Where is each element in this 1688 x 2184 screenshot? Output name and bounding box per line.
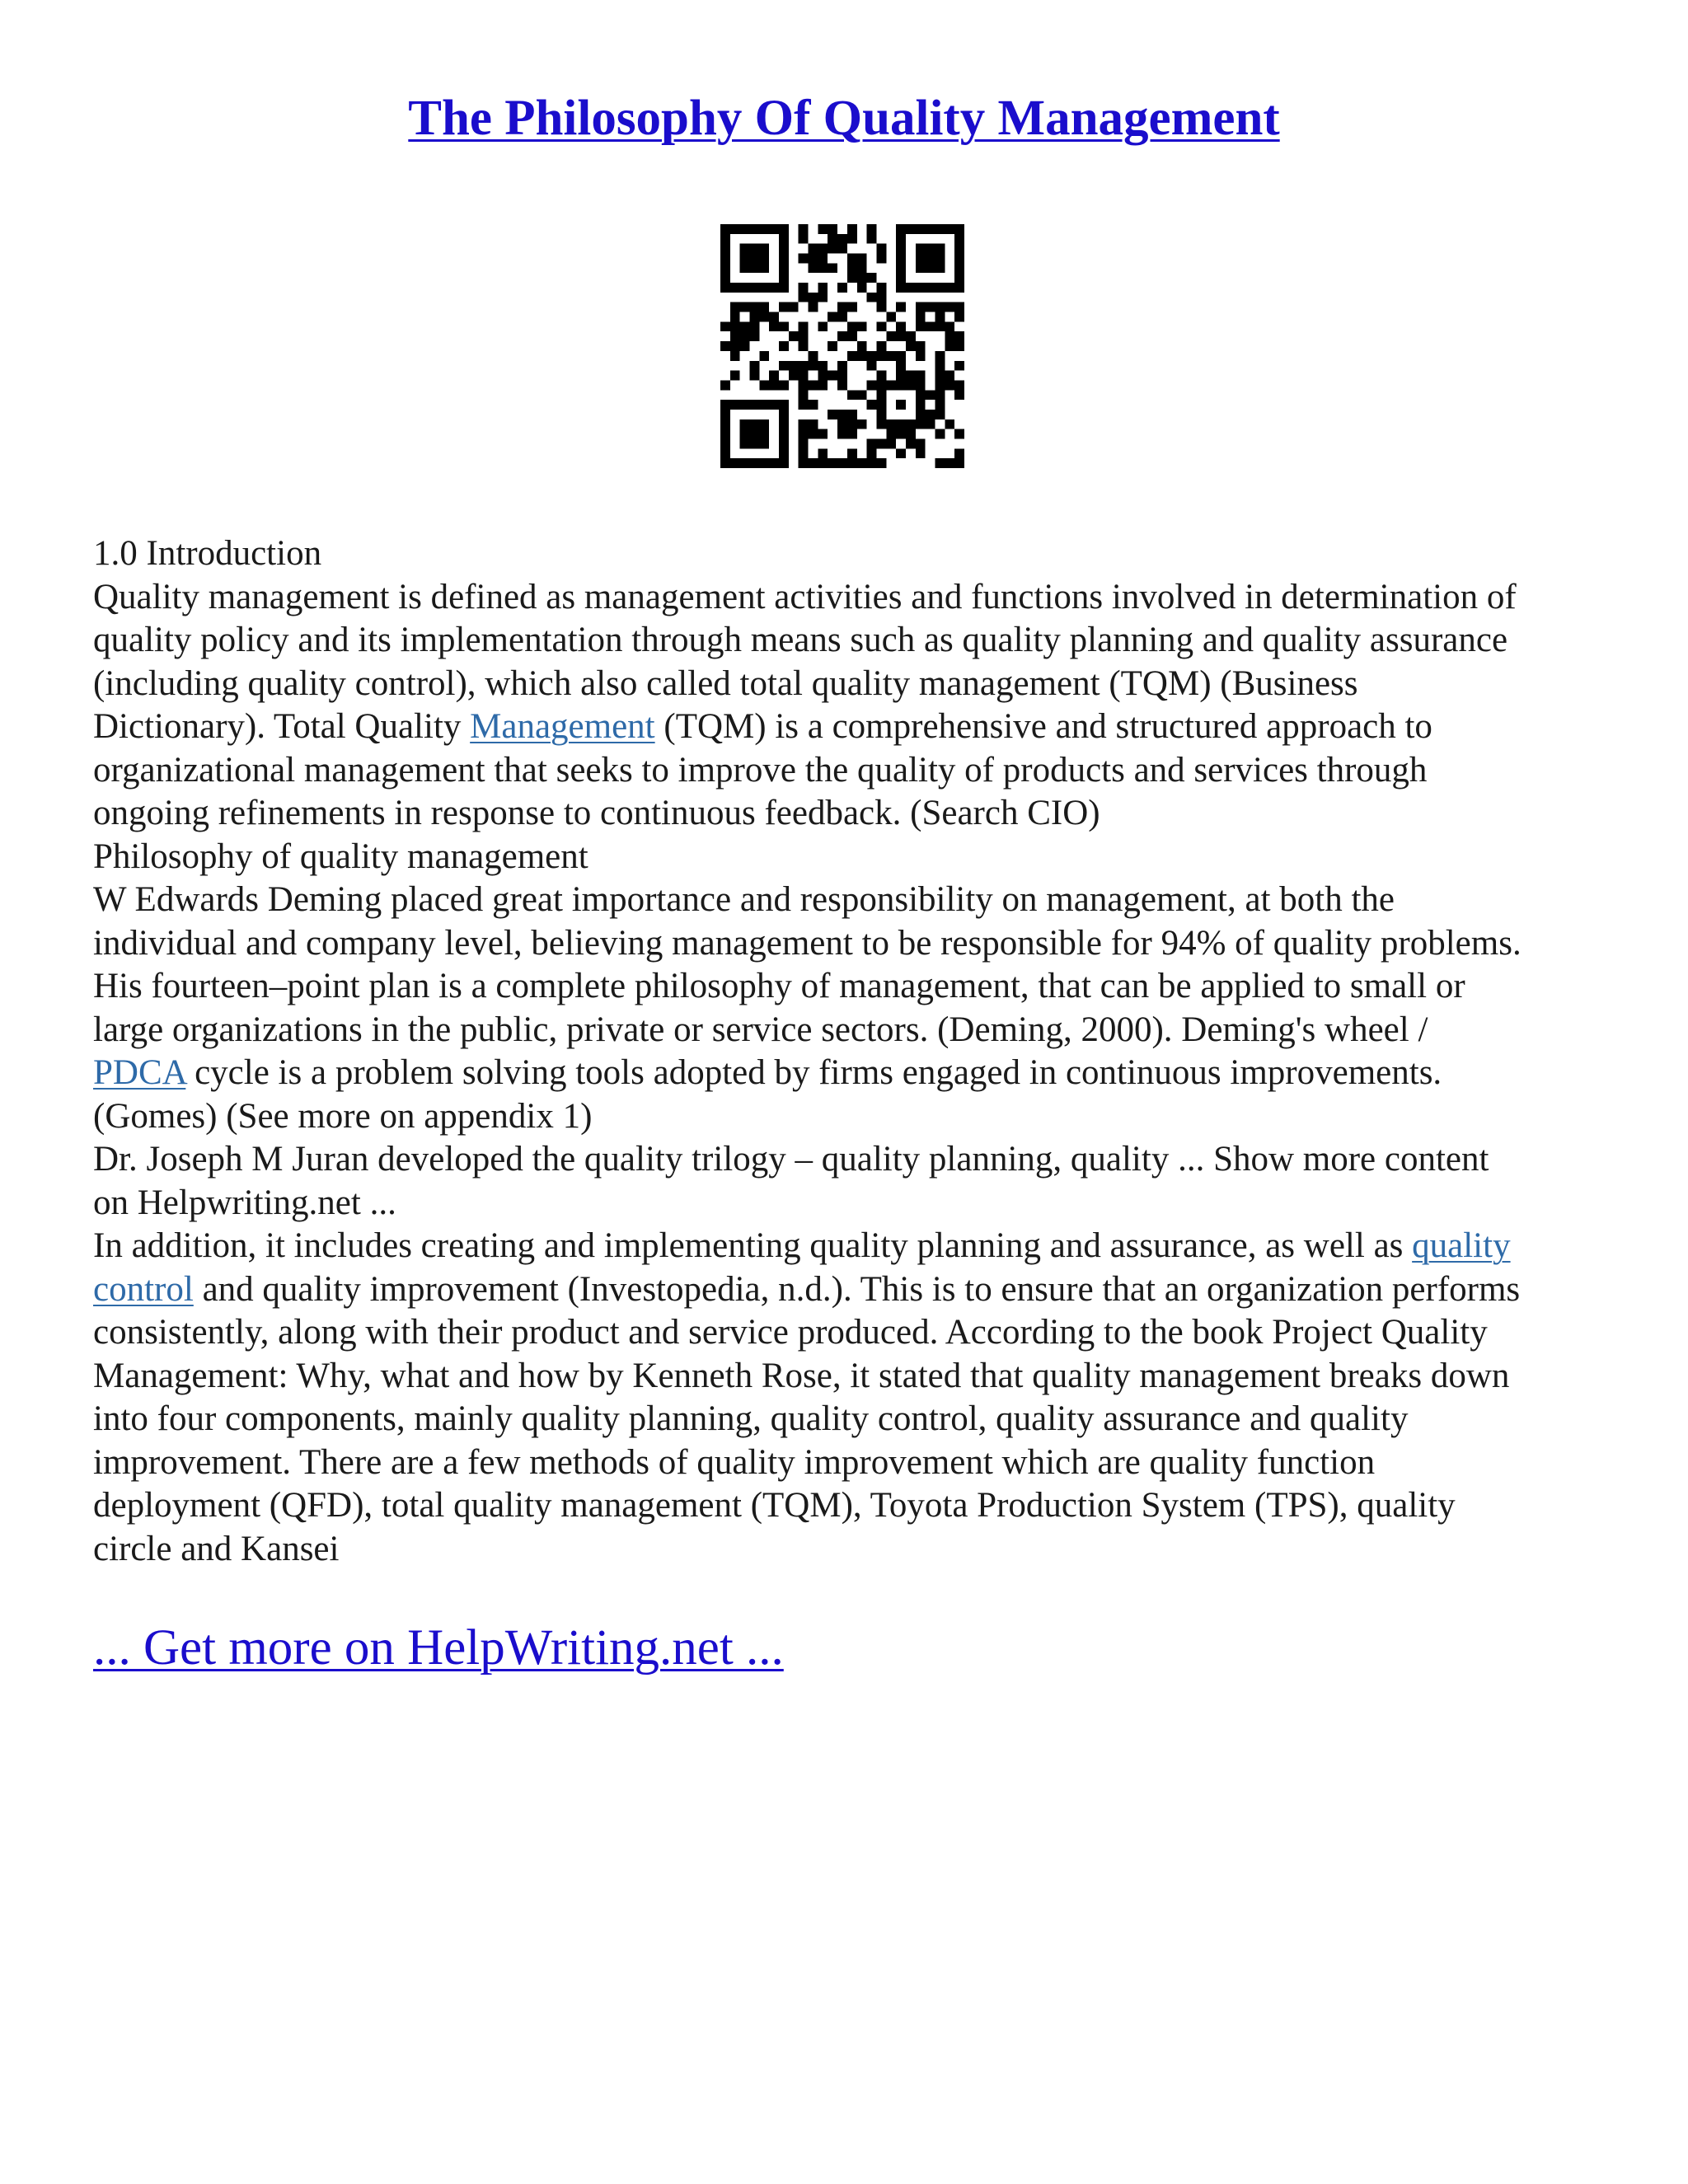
text-segment: W Edwards Deming placed great importance and responsibility on management, at both the [93, 880, 1395, 919]
text-line [93, 1311, 1601, 1355]
article-body [93, 532, 1601, 1571]
text-segment: His fourteen–point plan is a complete philosophy of management, that can be applied to small or [93, 967, 1465, 1005]
text-line [93, 1009, 1601, 1052]
text-line [93, 619, 1601, 663]
text-line [93, 663, 1601, 706]
text-segment: consistently, along with their product and service produced. According to the book Project Quality [93, 1313, 1488, 1352]
text-segment: deployment (QFD), total quality management (TQM), Toyota Production System (TPS), quality [93, 1486, 1456, 1525]
qr-code [720, 224, 964, 468]
text-segment: individual and company level, believing management to be responsible for 94% of quality problems. [93, 923, 1522, 963]
text-segment: organizational management that seeks to improve the quality of products and services through [93, 750, 1428, 790]
text-line [93, 1182, 1601, 1226]
text-line [93, 1484, 1601, 1528]
text-segment: circle and Kansei [93, 1529, 340, 1568]
text-segment: Quality management is defined as management activities and functions involved in determination of [93, 577, 1517, 616]
text-segment: 1.0 Introduction [93, 534, 322, 573]
title-container [0, 86, 1688, 152]
text-line [93, 532, 1601, 576]
text-line [93, 1528, 1601, 1572]
text-line [93, 922, 1601, 966]
text-segment: Dr. Joseph M Juran developed the quality trilogy – quality planning, quality ... Show more content [93, 1140, 1489, 1179]
text-segment: improvement. There are a few methods of quality improvement which are quality function [93, 1442, 1376, 1482]
text-line [93, 1052, 1601, 1095]
text-line [93, 1268, 1601, 1312]
text-line [93, 879, 1601, 922]
text-line [93, 1441, 1601, 1485]
text-segment: quality policy and its implementation through means such as quality planning and quality assurance [93, 621, 1508, 659]
inline-link[interactable]: quality [1412, 1226, 1511, 1265]
text-line [93, 705, 1601, 749]
text-line [93, 1225, 1601, 1268]
text-line [93, 749, 1601, 793]
text-line [93, 1138, 1601, 1182]
text-line [93, 965, 1601, 1009]
text-segment: large organizations in the public, private or service sectors. (Deming, 2000). Deming's wheel / [93, 1010, 1428, 1049]
text-segment: In addition, it includes creating and implementing quality planning and assurance, as well as [93, 1226, 1413, 1265]
inline-link[interactable]: PDCA [93, 1053, 186, 1092]
text-segment: (Gomes) (See more on appendix 1) [93, 1096, 593, 1136]
text-segment: Management: Why, what and how by Kenneth Rose, it stated that quality management breaks down [93, 1356, 1510, 1395]
text-line [93, 836, 1601, 879]
text-segment: into four components, mainly quality planning, quality control, quality assurance and quality [93, 1399, 1409, 1438]
text-segment: ongoing refinements in response to continuous feedback. (Search CIO) [93, 794, 1100, 832]
inline-link[interactable]: control [93, 1269, 194, 1309]
inline-link[interactable]: Management [470, 707, 655, 746]
text-segment: and quality improvement (Investopedia, n.d.). This is to ensure that an organization performs [193, 1269, 1521, 1309]
text-line [93, 1398, 1601, 1441]
text-segment: (including quality control), which also called total quality management (TQM) (Business [93, 663, 1358, 703]
text-segment: (TQM) is a comprehensive and structured approach to [654, 707, 1432, 746]
text-segment: on Helpwriting.net ... [93, 1183, 396, 1222]
text-segment: cycle is a problem solving tools adopted by firms engaged in continuous improvements. [185, 1053, 1442, 1092]
more-link-container [93, 1617, 784, 1680]
text-line [93, 1095, 1601, 1139]
document-title-link[interactable]: The Philosophy Of Quality Management [408, 91, 1280, 146]
text-line [93, 576, 1601, 620]
get-more-link[interactable]: ... Get more on HelpWriting.net ... [93, 1620, 784, 1675]
text-segment: Dictionary). Total Quality [93, 707, 471, 746]
text-line [93, 792, 1601, 836]
text-line [93, 1355, 1601, 1399]
text-segment: Philosophy of quality management [93, 837, 588, 876]
